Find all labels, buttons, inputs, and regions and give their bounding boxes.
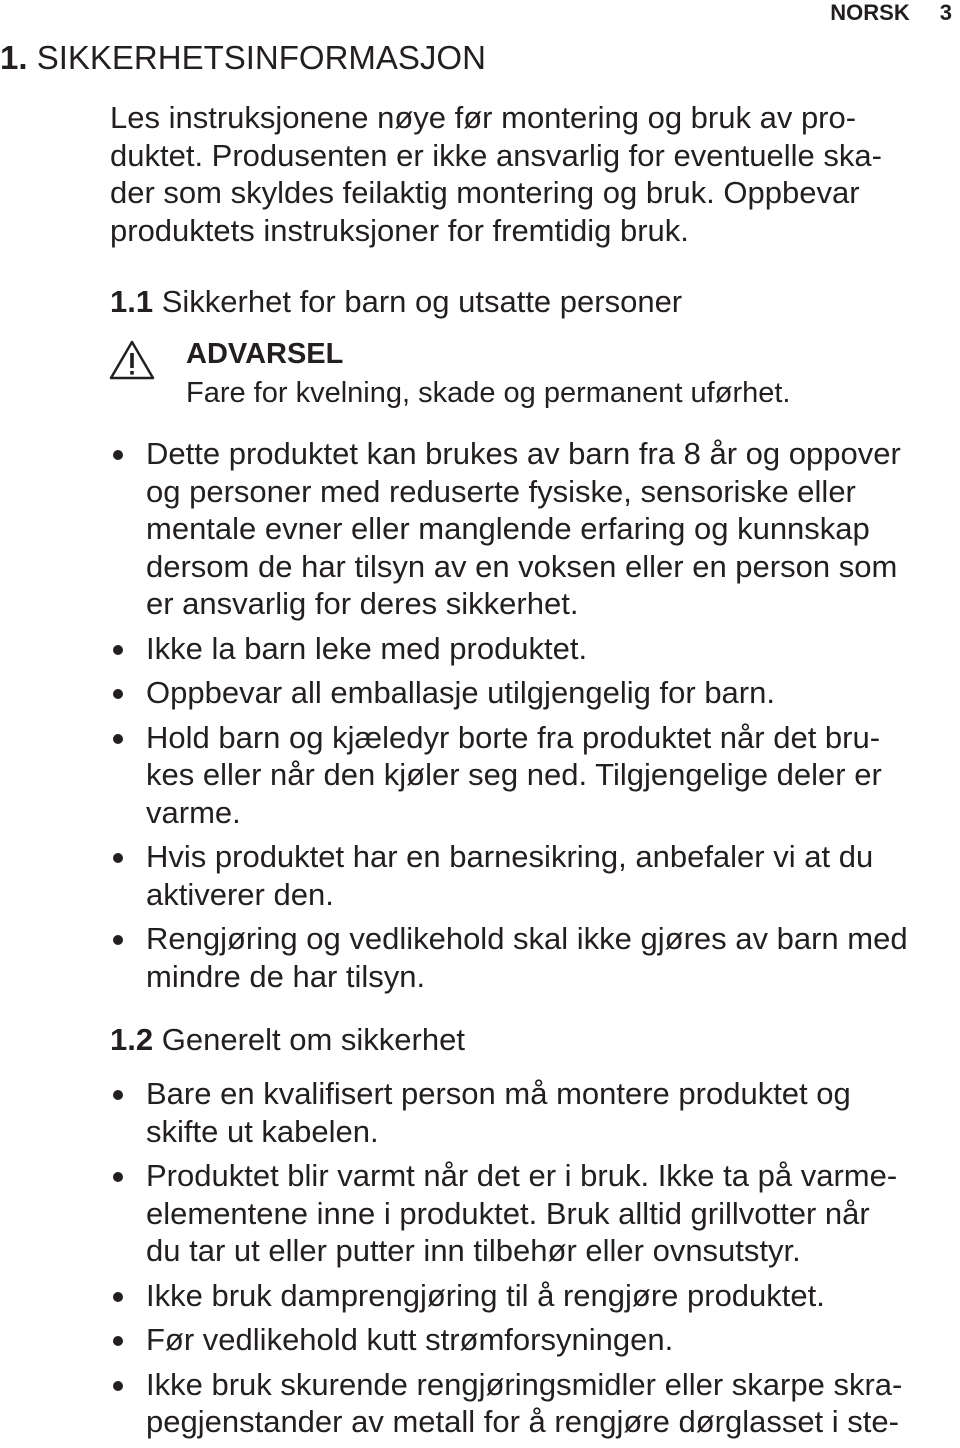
list-item-line: mindre de har tilsyn.: [146, 958, 426, 994]
list-item-line: Hvis produktet har en barnesikring, anbefaler vi at du: [146, 839, 874, 874]
list-item: [110, 630, 955, 668]
list-item: [110, 920, 955, 995]
bullet-dot: [113, 935, 123, 945]
list-item: [110, 435, 955, 623]
list-item-line: dersom de har tilsyn av en voksen eller en person som: [146, 548, 898, 584]
page-header: [830, 0, 952, 26]
bullet-list-1-1: [110, 435, 955, 1002]
intro-line: der som skyldes feilaktig montering og bruk. Oppbevar: [110, 175, 860, 210]
list-item-line: Ikke la barn leke med produktet.: [146, 630, 588, 666]
list-item-line: Produktet blir varmt når det er i bruk. Ikke ta på varme-: [146, 1158, 898, 1193]
intro-line: Les instruksjonene nøye før montering og bruk av pro-: [110, 100, 857, 135]
chapter-number: 1.: [0, 39, 28, 76]
bullet-dot: [113, 450, 123, 460]
list-item-line: Rengjøring og vedlikehold skal ikke gjøres av barn med: [146, 921, 908, 956]
bullet-dot: [113, 1381, 123, 1391]
bullet-dot: [113, 645, 123, 655]
section-heading-1-2: [110, 1021, 465, 1059]
list-item: [110, 1277, 955, 1315]
section-heading-1-1: [110, 283, 682, 321]
chapter-title: SIKKERHETSINFORMASJON: [36, 39, 486, 76]
intro-paragraph: [110, 99, 930, 249]
list-item-line: elementene inne i produktet. Bruk alltid grillvotter når: [146, 1195, 870, 1231]
list-item: [110, 1157, 955, 1270]
list-item-line: Dette produktet kan brukes av barn fra 8 år og oppover: [146, 436, 901, 471]
list-item-line: og personer med reduserte fysiske, sensoriske eller: [146, 473, 856, 509]
list-item: [110, 674, 955, 712]
bullet-dot: [113, 689, 123, 699]
page-number: 3: [939, 0, 952, 25]
section-number: 1.2: [110, 1022, 154, 1057]
warning-text: Fare for kvelning, skade og permanent uførhet.: [186, 377, 791, 409]
warning-title: ADVARSEL: [186, 338, 344, 370]
list-item-line: Oppbevar all emballasje utilgjengelig for barn.: [146, 675, 775, 710]
list-item-line: du tar ut eller putter inn tilbehør eller ovnsutstyr.: [146, 1233, 801, 1268]
bullet-dot: [113, 1172, 123, 1182]
list-item-line: pegjenstander av metall for å rengjøre dørglasset i ste-: [146, 1404, 899, 1439]
list-item-line: Før vedlikehold kutt strømforsyningen.: [146, 1322, 674, 1357]
list-item-line: Bare en kvalifisert person må montere produktet og: [146, 1076, 851, 1111]
list-item: [110, 1366, 955, 1441]
warning-triangle-icon: [109, 340, 155, 380]
list-item-line: kes eller når den kjøler seg ned. Tilgjengelige deler er: [146, 757, 882, 792]
list-item-line: varme.: [146, 794, 241, 830]
list-item: [110, 719, 955, 832]
language-label: NORSK: [830, 0, 910, 25]
list-item: [110, 1075, 955, 1150]
intro-line: duktet. Produsenten er ikke ansvarlig for eventuelle ska-: [110, 137, 882, 173]
list-item-line: er ansvarlig for deres sikkerhet.: [146, 586, 579, 621]
list-item-line: Ikke bruk damprengjøring til å rengjøre produktet.: [146, 1277, 825, 1313]
list-item-line: mentale evner eller manglende erfaring og kunnskap: [146, 511, 870, 546]
list-item-line: aktiverer den.: [146, 876, 334, 912]
section-title: Sikkerhet for barn og utsatte personer: [161, 284, 683, 319]
bullet-dot: [113, 853, 123, 863]
bullet-dot: [113, 1336, 123, 1346]
list-item-line: skifte ut kabelen.: [146, 1113, 379, 1149]
section-title: Generelt om sikkerhet: [161, 1022, 465, 1057]
list-item: [110, 838, 955, 913]
list-item: [110, 1321, 955, 1359]
list-item-line: Ikke bruk skurende rengjøringsmidler eller skarpe skra-: [146, 1366, 903, 1402]
bullet-dot: [113, 1090, 123, 1100]
list-item-line: Hold barn og kjæledyr borte fra produktet når det bru-: [146, 719, 881, 755]
chapter-heading: [0, 38, 486, 78]
section-number: 1.1: [110, 284, 154, 319]
bullet-list-1-2: [110, 1075, 955, 1448]
bullet-dot: [113, 1292, 123, 1302]
bullet-dot: [113, 734, 123, 744]
intro-line: produktets instruksjoner for fremtidig bruk.: [110, 212, 689, 248]
